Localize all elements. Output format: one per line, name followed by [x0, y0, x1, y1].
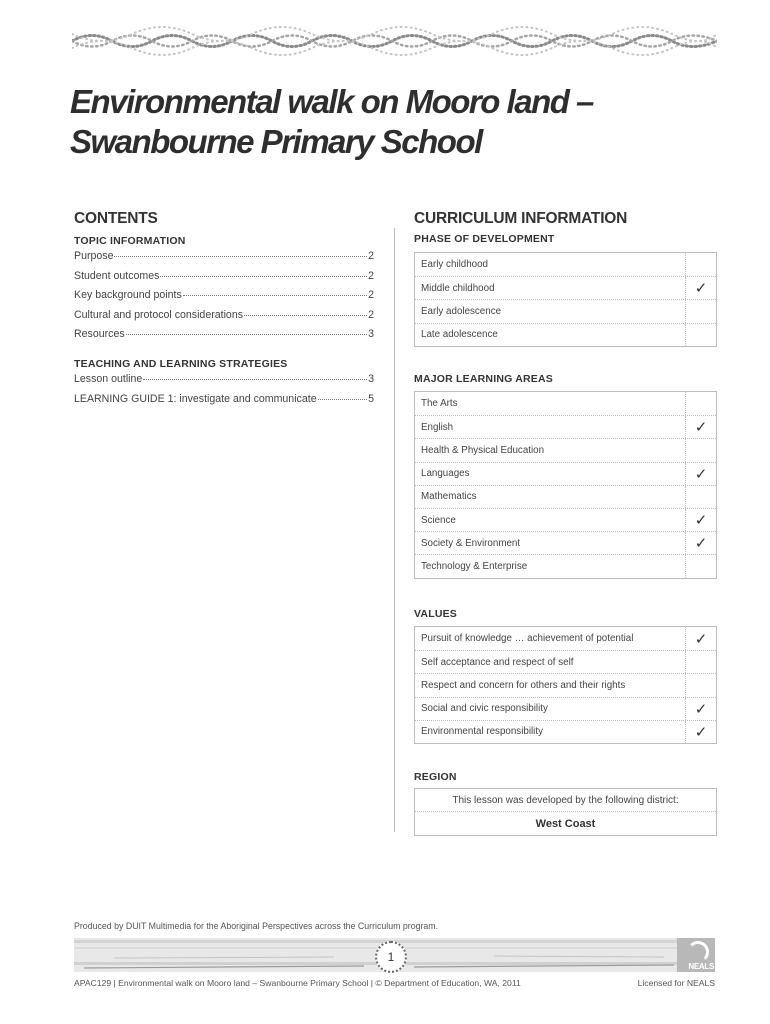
values-table [414, 626, 717, 744]
topic-toc-list [74, 250, 374, 348]
check-cell [685, 324, 716, 346]
check-cell [685, 486, 716, 508]
toc-entry-page: 3 [368, 373, 374, 385]
check-cell [685, 721, 716, 743]
check-cell [685, 439, 716, 461]
region-note: This lesson was developed by the following district: [415, 789, 716, 812]
check-cell [685, 463, 716, 485]
footer-citation: APAC129 | Environmental walk on Mooro land – Swanbourne Primary School | © Department of Education, WA, 2011 [74, 978, 521, 988]
check-mark-icon: ✓ [694, 511, 708, 530]
table-row [415, 462, 716, 485]
region-heading: REGION [414, 771, 457, 783]
check-cell [685, 509, 716, 531]
table-row [415, 415, 716, 438]
region-name: West Coast [535, 817, 596, 830]
topic-information-heading: TOPIC INFORMATION [74, 235, 186, 247]
footer-license: Licensed for NEALS [637, 978, 715, 988]
table-row [415, 673, 716, 696]
toc-leader-dots [318, 399, 368, 400]
toc-entry-student-outcomes[interactable] [74, 270, 374, 290]
check-mark-icon: ✓ [694, 699, 708, 718]
row-label: Early adolescence [421, 305, 502, 317]
table-row [415, 438, 716, 461]
table-row [415, 276, 716, 299]
toc-entry-page: 5 [368, 392, 374, 405]
table-row [415, 392, 716, 415]
row-label: Early childhood [421, 259, 488, 271]
table-row [415, 485, 716, 508]
table-row [415, 554, 716, 577]
table-row [415, 720, 716, 743]
toc-leader-dots [160, 276, 367, 277]
row-label: Pursuit of knowledge … achievement of potential [421, 633, 634, 645]
row-label: Science [421, 514, 456, 526]
check-mark-icon: ✓ [694, 279, 708, 298]
check-cell [685, 277, 716, 299]
table-row [415, 253, 716, 276]
check-cell [685, 674, 716, 696]
values-heading: VALUES [414, 608, 458, 620]
neals-swirl-icon [687, 941, 709, 963]
check-cell [685, 651, 716, 673]
toc-entry-cultural-protocol[interactable] [74, 309, 374, 329]
row-label: Respect and concern for others and their rights [421, 679, 626, 691]
check-mark-icon: ✓ [694, 722, 708, 741]
title-line-1: Environmental walk on Mooro land – [70, 83, 593, 120]
toc-entry-label: Purpose [74, 250, 114, 262]
teaching-strategies-heading: TEACHING AND LEARNING STRATEGIES [74, 358, 288, 370]
check-cell [685, 392, 716, 415]
toc-entry-label: Key background points [74, 289, 182, 301]
table-row [415, 650, 716, 673]
decorative-dot-band [72, 26, 717, 56]
row-label: English [421, 421, 454, 433]
toc-leader-dots [126, 334, 367, 335]
neals-wordmark: NEALS [688, 962, 714, 971]
row-label: The Arts [421, 398, 458, 410]
producer-credit: Produced by DUIT Multimedia for the Aboriginal Perspectives across the Curriculum program. [74, 921, 439, 931]
check-cell [685, 300, 716, 322]
toc-entry-page: 2 [368, 308, 374, 321]
toc-leader-dots [244, 315, 367, 316]
toc-entry-label: Student outcomes [74, 269, 160, 282]
document-title [70, 82, 593, 162]
toc-entry-page: 2 [368, 269, 374, 282]
toc-entry-label: LEARNING GUIDE 1: investigate and communicate [74, 392, 317, 405]
table-row [415, 531, 716, 554]
column-divider [394, 228, 395, 832]
check-cell [685, 627, 716, 650]
toc-entry-label: Resources [74, 328, 125, 340]
check-cell [685, 253, 716, 276]
row-label: Health & Physical Education [421, 444, 545, 456]
toc-leader-dots [143, 379, 367, 380]
check-mark-icon: ✓ [694, 629, 708, 648]
toc-leader-dots [114, 256, 367, 257]
contents-heading: CONTENTS [74, 210, 158, 227]
row-label: Middle childhood [421, 282, 495, 294]
row-label: Languages [421, 468, 470, 480]
toc-entry-learning-guide-1[interactable] [74, 393, 374, 413]
table-row [415, 627, 716, 650]
check-mark-icon: ✓ [694, 534, 708, 553]
toc-entry-page: 2 [368, 250, 374, 262]
row-label: Society & Environment [421, 537, 521, 549]
toc-entry-resources[interactable] [74, 328, 374, 348]
region-table [414, 788, 717, 836]
table-row [415, 323, 716, 346]
strategies-toc-list [74, 373, 374, 412]
check-cell [685, 532, 716, 554]
table-row [415, 508, 716, 531]
check-mark-icon: ✓ [694, 418, 708, 437]
toc-entry-label: Cultural and protocol considerations [74, 308, 244, 321]
toc-entry-page: 2 [368, 289, 374, 301]
toc-leader-dots [183, 295, 367, 296]
curriculum-heading: CURRICULUM INFORMATION [414, 210, 628, 227]
table-row [415, 299, 716, 322]
toc-entry-key-background-points[interactable] [74, 289, 374, 309]
phase-table [414, 252, 717, 347]
table-row [415, 697, 716, 720]
check-cell [685, 416, 716, 438]
check-mark-icon: ✓ [694, 464, 708, 483]
check-cell [685, 555, 716, 577]
row-label: Late adolescence [421, 329, 498, 341]
learning-areas-heading: MAJOR LEARNING AREAS [414, 373, 553, 385]
title-line-2: Swanbourne Primary School [70, 123, 482, 160]
toc-entry-lesson-outline[interactable] [74, 373, 374, 393]
neals-logo [677, 938, 715, 972]
toc-entry-purpose[interactable] [74, 250, 374, 270]
toc-entry-label: Lesson outline [74, 373, 143, 385]
row-label: Mathematics [421, 491, 477, 503]
check-cell [685, 698, 716, 720]
phase-heading: PHASE OF DEVELOPMENT [414, 233, 555, 245]
page-number: 1 [375, 941, 407, 973]
row-label: Environmental responsibility [421, 726, 543, 738]
row-label: Social and civic responsibility [421, 703, 548, 715]
row-label: Technology & Enterprise [421, 560, 528, 572]
learning-areas-table [414, 391, 717, 579]
toc-entry-page: 3 [368, 328, 374, 340]
row-label: Self acceptance and respect of self [421, 656, 574, 668]
